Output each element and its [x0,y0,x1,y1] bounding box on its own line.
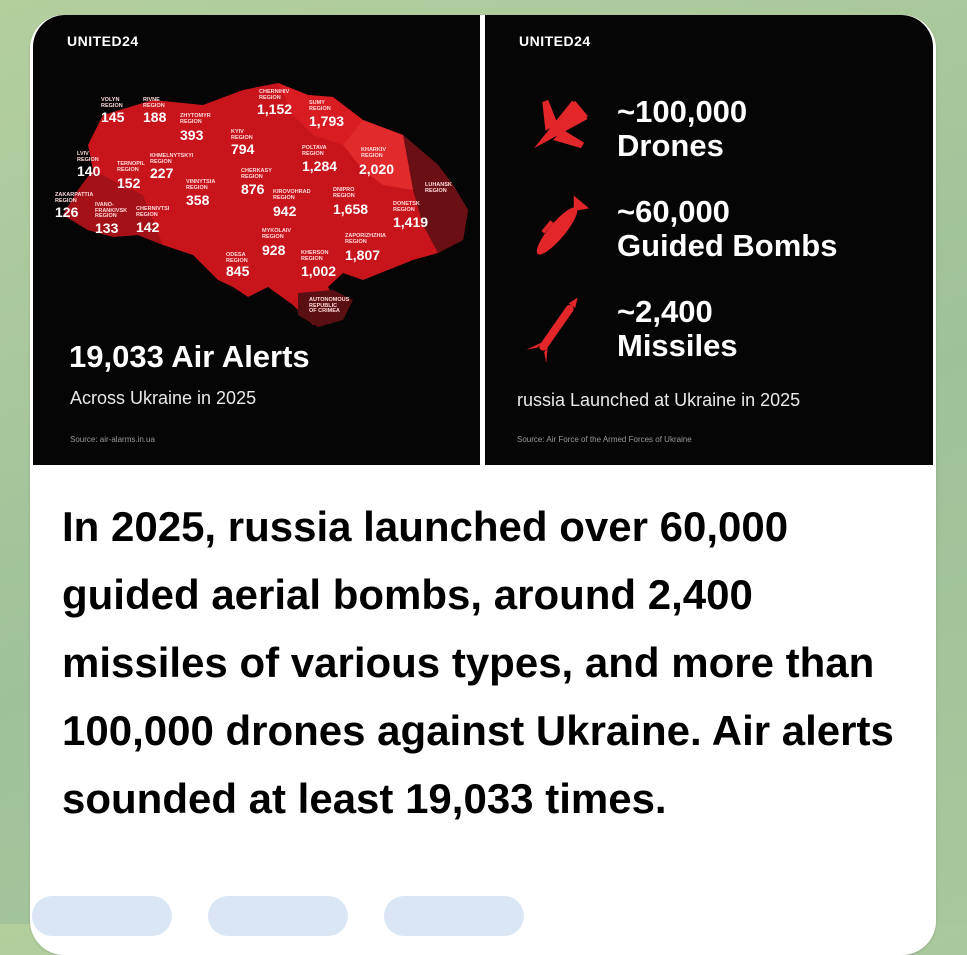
region-label-volyn: VOLYN REGION [101,97,123,109]
launched-weapons-infographic[interactable] [485,15,933,465]
region-label-ivano-frankivsk: IVANO- FRANKIVSK REGION [95,202,128,219]
region-value-volyn: 145 [101,109,125,125]
region-value-vinnytsia: 358 [186,192,210,208]
message-bubble [30,15,936,955]
region-value-chernihiv: 1,152 [257,101,293,117]
region-label-chernivtsi: CHERNIVTSI REGION [136,206,170,218]
region-value-khmelnytskyi: 227 [150,165,174,181]
region-value-lviv: 140 [77,163,101,179]
region-value-sumy: 1,793 [309,113,345,129]
guided-bombs-stat [617,195,837,263]
drones-stat [617,95,747,163]
region-label-vinnytsia: VINNYTSIA REGION [186,179,216,191]
region-label-kirovohrad: KIROVOHRAD REGION [273,189,311,201]
air-alerts-headline: 19,033 Air Alerts [69,339,310,374]
region-label-odesa: ODESA REGION [226,252,248,264]
region-label-sumy: SUMY REGION [309,100,331,112]
missiles-count: ~2,400 [617,294,713,329]
region-label-chernihiv: CHERNIHIV REGION [259,89,290,101]
missiles-stat [617,295,738,363]
drones-label: Drones [617,128,724,163]
region-label-donetsk: DONETSK REGION [393,201,420,213]
region-label-rivne: RIVNE REGION [143,97,165,109]
region-value-ivano-frankivsk: 133 [95,220,119,236]
guided-bombs-label: Guided Bombs [617,228,838,263]
reaction-chip[interactable] [384,896,524,936]
region-label-mykolaiv: MYKOLAIV REGION [262,228,292,240]
region-value-zhytomyr: 393 [180,127,204,143]
guided-bomb-icon [517,191,597,271]
region-value-zaporizhzhia: 1,807 [345,247,381,263]
launched-subline: russia Launched at Ukraine in 2025 [517,390,801,410]
region-value-mykolaiv: 928 [262,242,286,258]
region-value-odesa: 845 [226,263,250,279]
region-value-cherkasy: 876 [241,181,265,197]
region-label-lviv: LVIV REGION [77,151,99,163]
reaction-chip[interactable] [208,896,348,936]
missile-icon [517,287,597,367]
region-label-poltava: POLTAVA REGION [302,145,327,157]
region-value-chernivtsi: 142 [136,219,160,235]
region-label-kyiv: KYIV REGION [231,129,253,141]
united24-logo: UNITED24 [519,33,591,49]
region-value-poltava: 1,284 [302,158,338,174]
united24-logo: UNITED24 [67,33,139,49]
region-label-zhytomyr: ZHYTOMYR REGION [180,113,211,125]
guided-bombs-count: ~60,000 [617,194,730,229]
region-label-dnipro: DNIPRO REGION [333,187,355,199]
region-value-zakarpattia: 126 [55,204,79,220]
region-value-kirovohrad: 942 [273,203,297,219]
region-label-cherkasy: CHERKASY REGION [241,168,272,180]
region-label-zaporizhzhia: ZAPORIZHZHIA REGION [345,233,386,245]
region-label-luhansk: LUHANSK REGION [425,182,452,194]
region-label-crimea: AUTONOMOUS REPUBLIC OF CRIMEA [309,297,350,314]
region-value-dnipro: 1,658 [333,201,369,217]
region-value-ternopil: 152 [117,175,141,191]
region-label-khmelnytskyi: KHMELNYTSKYI REGION [150,153,194,165]
region-value-rivne: 188 [143,109,167,125]
drone-icon [517,89,597,169]
region-label-ternopil: TERNOPIL REGION [117,161,145,173]
air-alerts-infographic[interactable] [33,15,480,465]
region-value-kyiv: 794 [231,141,255,157]
region-value-kharkiv: 2,020 [359,161,395,177]
air-alerts-subline: Across Ukraine in 2025 [70,388,257,408]
media-album[interactable] [30,15,936,465]
region-label-zakarpattia: ZAKARPATTIA REGION [55,192,94,204]
reaction-chip[interactable] [32,896,172,936]
region-label-kharkiv: KHARKIV REGION [361,147,387,159]
right-source-note: Source: Air Force of the Armed Forces of Ukraine [517,435,692,444]
left-source-note: Source: air-alarms.in.ua [70,435,155,444]
region-value-kherson: 1,002 [301,263,337,279]
missiles-label: Missiles [617,328,738,363]
region-value-donetsk: 1,419 [393,214,429,230]
message-text: In 2025, russia launched over 60,000 guided aerial bombs, around 2,400 missiles of various types, and more than 100,000 drones against Ukraine. Air alerts sounded at least 19,033 times. [62,503,894,822]
drones-count: ~100,000 [617,94,748,129]
region-label-kherson: KHERSON REGION [301,250,329,262]
